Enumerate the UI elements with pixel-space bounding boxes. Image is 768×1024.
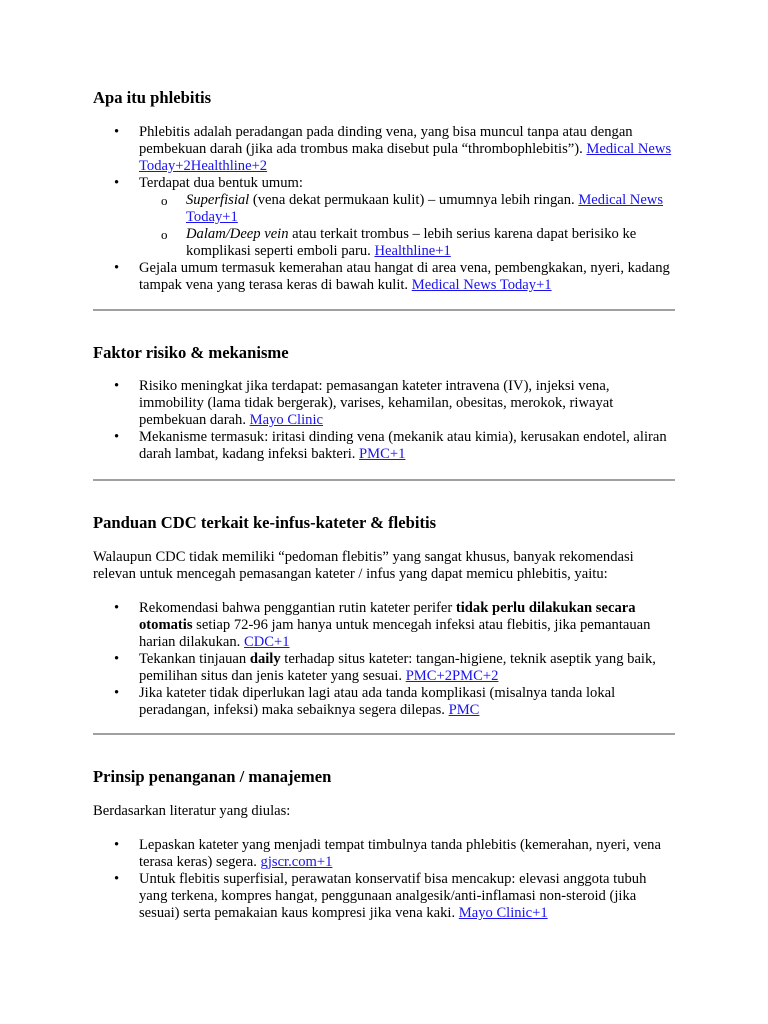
- item-text: Phlebitis adalah peradangan pada dinding vena, yang bisa muncul tanpa atau dengan pembekuan darah (jika ada trombus maka disebut pula “thrombophlebitis”).: [139, 124, 633, 157]
- item-text: Terdapat dua bentuk umum:: [139, 175, 303, 191]
- list-item: [93, 429, 675, 463]
- list-item: [93, 378, 675, 429]
- section-heading-phlebitis: Apa itu phlebitis: [93, 88, 212, 107]
- source-link[interactable]: PMC+2PMC+2: [405, 668, 499, 684]
- list-item: [93, 871, 675, 922]
- item-text: Gejala umum termasuk kemerahan atau hangat di area vena, pembengkakan, nyeri, kadang tampak vena yang terasa keras di bawah kulit.: [139, 260, 670, 293]
- item-text: terhadap situs kateter: tangan-higiene, teknik aseptik yang baik, pemilihan situs dan jenis kateter yang sesuai.: [139, 651, 656, 684]
- item-bold: daily: [249, 651, 281, 667]
- section-intro: Berdasarkan literatur yang diulas:: [93, 803, 291, 819]
- source-link[interactable]: gjscr.com+1: [260, 854, 333, 870]
- source-link[interactable]: CDC+1: [243, 634, 290, 650]
- item-bold: tidak perlu dilakukan secara otomatis: [139, 600, 636, 633]
- sublist-types: [139, 192, 675, 260]
- item-text: Rekomendasi bahwa penggantian rutin kateter perifer: [139, 600, 456, 616]
- list-item: [93, 175, 675, 260]
- sublist-item: [139, 192, 675, 226]
- section-divider: [93, 479, 675, 481]
- source-link[interactable]: Medical News Today+1: [186, 192, 664, 225]
- item-text: Untuk flebitis superfisial, perawatan konservatif bisa mencakup: elevasi anggota tubuh yang terkena, kompres hangat, penggunaan analgesik/anti-inflamasi non-steroid (jika sesuai) serta pemakaian kaus kompresi jika vena kaki.: [139, 871, 647, 921]
- section-heading-cdc-guidance: Panduan CDC terkait ke-infus-kateter & flebitis: [93, 513, 437, 532]
- source-link[interactable]: Healthline+1: [374, 243, 451, 259]
- source-link[interactable]: PMC+1: [359, 446, 406, 462]
- source-link[interactable]: Medical News Today+1: [411, 277, 552, 293]
- list-item: [93, 651, 675, 685]
- list-cdc-guidance: [93, 600, 675, 719]
- item-emphasis: Superfisial: [186, 192, 250, 208]
- list-item: [93, 124, 675, 175]
- sublist-item: [139, 226, 675, 260]
- source-link[interactable]: Mayo Clinic: [249, 412, 323, 428]
- item-text: (vena dekat permukaan kulit) – umumnya lebih ringan.: [249, 192, 579, 208]
- section-heading-risk-factors: Faktor risiko & mekanisme: [93, 343, 289, 362]
- item-emphasis: Dalam/Deep vein: [186, 226, 289, 242]
- item-text: Risiko meningkat jika terdapat: pemasangan kateter intravena (IV), injeksi vena, immobility (lama tidak bergerak), varises, kehamilan, obesitas, merokok, riwayat pembekuan darah.: [139, 378, 614, 428]
- item-text: setiap 72-96 jam hanya untuk mencegah infeksi atau flebitis, jika pemantauan harian dilakukan.: [139, 617, 651, 650]
- section-divider: [93, 733, 675, 735]
- item-text: Lepaskan kateter yang menjadi tempat timbulnya tanda phlebitis (kemerahan, nyeri, vena terasa keras) segera.: [139, 837, 661, 870]
- list-item: [93, 837, 675, 871]
- item-text: atau terkait trombus – lebih serius karena dapat berisiko ke komplikasi seperti emboli paru.: [186, 226, 637, 259]
- source-link[interactable]: PMC: [448, 702, 480, 718]
- item-text: Jika kateter tidak diperlukan lagi atau ada tanda komplikasi (misalnya tanda lokal peradangan, infeksi) maka sebaiknya segera dilepas.: [139, 685, 616, 718]
- list-phlebitis: [93, 124, 675, 294]
- list-item: [93, 260, 675, 294]
- source-link[interactable]: Medical News Today+2Healthline+2: [139, 141, 672, 174]
- section-divider: [93, 309, 675, 311]
- section-intro: Walaupun CDC tidak memiliki “pedoman flebitis” yang sangat khusus, banyak rekomendasi relevan untuk mencegah pemasangan kateter / infus yang dapat memicu phlebitis, yaitu:: [93, 549, 634, 582]
- source-link[interactable]: Mayo Clinic+1: [458, 905, 548, 921]
- item-text: Tekankan tinjauan: [139, 651, 250, 667]
- section-heading-management: Prinsip penanganan / manajemen: [93, 767, 332, 786]
- item-text: Mekanisme termasuk: iritasi dinding vena (mekanik atau kimia), kerusakan endotel, aliran darah lambat, kadang infeksi bakteri.: [139, 429, 667, 462]
- list-management: [93, 837, 675, 922]
- list-item: [93, 600, 675, 651]
- list-risk-factors: [93, 378, 675, 463]
- list-item: [93, 685, 675, 719]
